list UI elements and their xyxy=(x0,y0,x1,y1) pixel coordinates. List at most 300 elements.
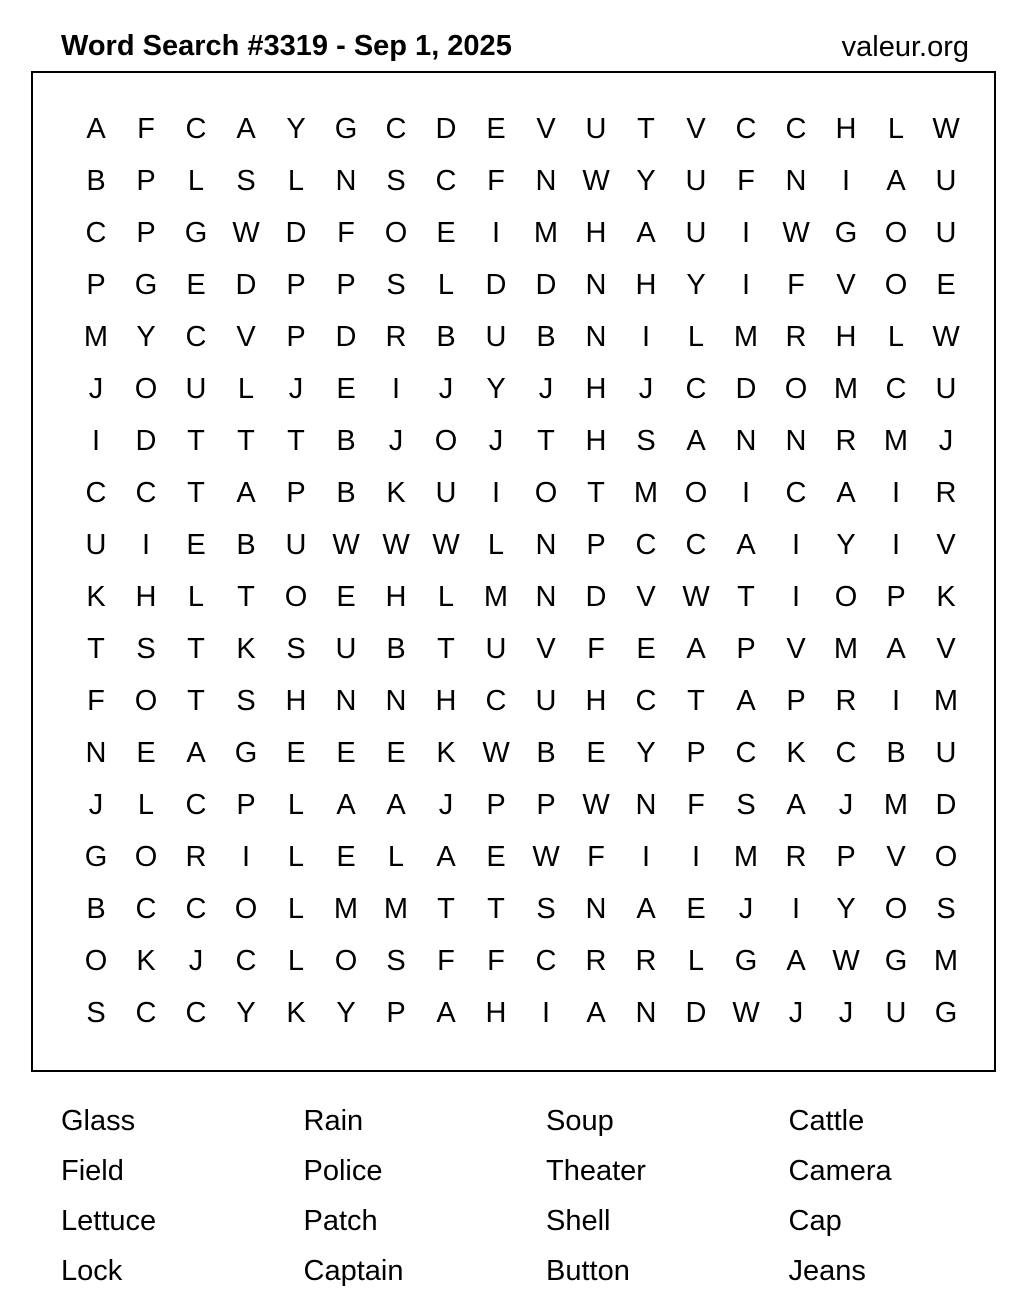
grid-letter[interactable]: V xyxy=(936,633,956,665)
grid-letter[interactable]: Y xyxy=(486,373,506,405)
grid-letter[interactable]: N xyxy=(535,581,557,613)
grid-letter[interactable]: J xyxy=(938,425,954,457)
grid-letter[interactable]: I xyxy=(791,581,801,613)
grid-letter[interactable]: W xyxy=(832,945,860,977)
grid-letter[interactable]: I xyxy=(891,529,901,561)
grid-letter[interactable]: S xyxy=(86,997,106,1029)
grid-letter[interactable]: Y xyxy=(286,113,306,145)
grid-letter[interactable]: M xyxy=(833,373,859,405)
grid-letter[interactable]: H xyxy=(585,373,607,405)
grid-letter[interactable]: T xyxy=(487,893,505,925)
grid-letter[interactable]: C xyxy=(635,529,657,561)
grid-letter[interactable]: M xyxy=(733,321,759,353)
grid-letter[interactable]: W xyxy=(432,529,460,561)
grid-letter[interactable]: L xyxy=(887,321,905,353)
grid-letter[interactable]: R xyxy=(785,841,807,873)
grid-letter[interactable]: N xyxy=(585,269,607,301)
grid-letter[interactable]: L xyxy=(287,893,305,925)
grid-letter[interactable]: N xyxy=(785,425,807,457)
grid-letter[interactable]: F xyxy=(437,945,455,977)
grid-letter[interactable]: G xyxy=(834,217,858,249)
grid-letter[interactable]: M xyxy=(633,477,659,509)
grid-letter[interactable]: C xyxy=(85,477,107,509)
grid-letter[interactable]: B xyxy=(436,321,456,353)
grid-letter[interactable]: C xyxy=(185,113,207,145)
grid-letter[interactable]: J xyxy=(438,789,454,821)
grid-letter[interactable]: U xyxy=(585,113,607,145)
grid-letter[interactable]: P xyxy=(386,997,406,1029)
grid-letter[interactable]: E xyxy=(636,633,656,665)
grid-letter[interactable]: O xyxy=(434,425,458,457)
grid-letter[interactable]: U xyxy=(535,685,557,717)
grid-letter[interactable]: S xyxy=(236,685,256,717)
grid-letter[interactable]: C xyxy=(135,893,157,925)
grid-letter[interactable]: W xyxy=(332,529,360,561)
grid-letter[interactable]: P xyxy=(286,269,306,301)
grid-letter[interactable]: L xyxy=(387,841,405,873)
grid-letter[interactable]: O xyxy=(684,477,708,509)
grid-letter[interactable]: D xyxy=(135,425,157,457)
grid-letter[interactable]: V xyxy=(836,269,856,301)
grid-letter[interactable]: C xyxy=(735,113,757,145)
grid-letter[interactable]: C xyxy=(235,945,257,977)
grid-letter[interactable]: A xyxy=(86,113,106,145)
grid-letter[interactable]: T xyxy=(187,477,205,509)
grid-letter[interactable]: H xyxy=(835,113,857,145)
grid-letter[interactable]: F xyxy=(687,789,705,821)
grid-letter[interactable]: K xyxy=(786,737,806,769)
grid-letter[interactable]: T xyxy=(237,581,255,613)
grid-letter[interactable]: T xyxy=(237,425,255,457)
grid-letter[interactable]: J xyxy=(88,789,104,821)
grid-letter[interactable]: T xyxy=(187,685,205,717)
grid-letter[interactable]: B xyxy=(386,633,406,665)
grid-letter[interactable]: C xyxy=(385,113,407,145)
grid-letter[interactable]: C xyxy=(735,737,757,769)
grid-letter[interactable]: I xyxy=(741,477,751,509)
grid-letter[interactable]: K xyxy=(236,633,256,665)
grid-letter[interactable]: G xyxy=(234,737,258,769)
grid-letter[interactable]: R xyxy=(385,321,407,353)
grid-letter[interactable]: V xyxy=(236,321,256,353)
grid-letter[interactable]: K xyxy=(436,737,456,769)
grid-letter[interactable]: P xyxy=(886,581,906,613)
grid-letter[interactable]: I xyxy=(791,529,801,561)
grid-letter[interactable]: Y xyxy=(836,893,856,925)
grid-letter[interactable]: Y xyxy=(686,269,706,301)
grid-letter[interactable]: L xyxy=(487,529,505,561)
grid-letter[interactable]: V xyxy=(786,633,806,665)
grid-letter[interactable]: A xyxy=(236,477,256,509)
grid-letter[interactable]: E xyxy=(486,841,506,873)
grid-letter[interactable]: F xyxy=(587,841,605,873)
grid-letter[interactable]: W xyxy=(482,737,510,769)
grid-letter[interactable]: P xyxy=(786,685,806,717)
grid-letter[interactable]: F xyxy=(737,165,755,197)
grid-letter[interactable]: M xyxy=(733,841,759,873)
grid-letter[interactable]: T xyxy=(287,425,305,457)
grid-letter[interactable]: N xyxy=(335,685,357,717)
grid-letter[interactable]: U xyxy=(485,321,507,353)
grid-letter[interactable]: C xyxy=(685,373,707,405)
grid-letter[interactable]: N xyxy=(385,685,407,717)
grid-letter[interactable]: T xyxy=(437,633,455,665)
grid-letter[interactable]: O xyxy=(134,373,158,405)
grid-letter[interactable]: G xyxy=(134,269,158,301)
grid-letter[interactable]: U xyxy=(485,633,507,665)
grid-letter[interactable]: I xyxy=(241,841,251,873)
grid-letter[interactable]: J xyxy=(538,373,554,405)
grid-letter[interactable]: J xyxy=(738,893,754,925)
grid-letter[interactable]: L xyxy=(437,269,455,301)
grid-letter[interactable]: H xyxy=(635,269,657,301)
grid-letter[interactable]: U xyxy=(435,477,457,509)
grid-letter[interactable]: S xyxy=(236,165,256,197)
grid-letter[interactable]: C xyxy=(185,321,207,353)
grid-letter[interactable]: L xyxy=(187,165,205,197)
grid-letter[interactable]: E xyxy=(686,893,706,925)
grid-letter[interactable]: P xyxy=(836,841,856,873)
grid-letter[interactable]: W xyxy=(682,581,710,613)
grid-letter[interactable]: M xyxy=(383,893,409,925)
grid-letter[interactable]: A xyxy=(636,217,656,249)
grid-letter[interactable]: U xyxy=(935,165,957,197)
grid-letter[interactable]: V xyxy=(936,529,956,561)
grid-letter[interactable]: I xyxy=(391,373,401,405)
grid-letter[interactable]: R xyxy=(635,945,657,977)
grid-letter[interactable]: W xyxy=(382,529,410,561)
grid-letter[interactable]: F xyxy=(487,165,505,197)
grid-letter[interactable]: P xyxy=(336,269,356,301)
grid-letter[interactable]: A xyxy=(636,893,656,925)
grid-letter[interactable]: H xyxy=(135,581,157,613)
grid-letter[interactable]: A xyxy=(686,425,706,457)
grid-letter[interactable]: E xyxy=(336,373,356,405)
grid-letter[interactable]: F xyxy=(87,685,105,717)
grid-letter[interactable]: E xyxy=(586,737,606,769)
grid-letter[interactable]: E xyxy=(186,529,206,561)
grid-letter[interactable]: J xyxy=(288,373,304,405)
grid-letter[interactable]: W xyxy=(232,217,260,249)
grid-letter[interactable]: Y xyxy=(636,165,656,197)
grid-letter[interactable]: O xyxy=(884,269,908,301)
grid-letter[interactable]: V xyxy=(536,113,556,145)
grid-letter[interactable]: O xyxy=(834,581,858,613)
grid-letter[interactable]: L xyxy=(687,945,705,977)
grid-letter[interactable]: E xyxy=(186,269,206,301)
grid-letter[interactable]: I xyxy=(741,269,751,301)
grid-letter[interactable]: A xyxy=(386,789,406,821)
grid-letter[interactable]: O xyxy=(934,841,958,873)
grid-letter[interactable]: D xyxy=(485,269,507,301)
grid-letter[interactable]: A xyxy=(786,789,806,821)
grid-letter[interactable]: O xyxy=(134,841,158,873)
grid-letter[interactable]: R xyxy=(585,945,607,977)
grid-letter[interactable]: H xyxy=(385,581,407,613)
grid-letter[interactable]: I xyxy=(641,321,651,353)
grid-letter[interactable]: U xyxy=(685,217,707,249)
grid-letter[interactable]: A xyxy=(586,997,606,1029)
grid-letter[interactable]: P xyxy=(136,217,156,249)
grid-letter[interactable]: L xyxy=(287,789,305,821)
grid-letter[interactable]: B xyxy=(336,477,356,509)
grid-letter[interactable]: C xyxy=(185,893,207,925)
grid-letter[interactable]: H xyxy=(485,997,507,1029)
grid-letter[interactable]: L xyxy=(687,321,705,353)
grid-letter[interactable]: C xyxy=(785,113,807,145)
grid-letter[interactable]: A xyxy=(236,113,256,145)
grid-letter[interactable]: E xyxy=(286,737,306,769)
grid-letter[interactable]: M xyxy=(933,685,959,717)
grid-letter[interactable]: E xyxy=(486,113,506,145)
grid-letter[interactable]: S xyxy=(736,789,756,821)
grid-letter[interactable]: R xyxy=(835,685,857,717)
grid-letter[interactable]: N xyxy=(635,789,657,821)
grid-letter[interactable]: E xyxy=(936,269,956,301)
grid-letter[interactable]: T xyxy=(587,477,605,509)
grid-letter[interactable]: D xyxy=(335,321,357,353)
grid-letter[interactable]: C xyxy=(535,945,557,977)
grid-letter[interactable]: J xyxy=(638,373,654,405)
grid-letter[interactable]: P xyxy=(86,269,106,301)
grid-letter[interactable]: G xyxy=(734,945,758,977)
grid-letter[interactable]: G xyxy=(84,841,108,873)
grid-letter[interactable]: L xyxy=(287,945,305,977)
grid-letter[interactable]: F xyxy=(137,113,155,145)
grid-letter[interactable]: E xyxy=(386,737,406,769)
grid-letter[interactable]: S xyxy=(386,165,406,197)
grid-letter[interactable]: A xyxy=(436,997,456,1029)
grid-letter[interactable]: D xyxy=(685,997,707,1029)
grid-letter[interactable]: V xyxy=(686,113,706,145)
grid-letter[interactable]: H xyxy=(835,321,857,353)
grid-letter[interactable]: D xyxy=(935,789,957,821)
grid-letter[interactable]: U xyxy=(685,165,707,197)
grid-letter[interactable]: G xyxy=(934,997,958,1029)
grid-letter[interactable]: B xyxy=(86,165,106,197)
grid-letter[interactable]: M xyxy=(83,321,109,353)
grid-letter[interactable]: J xyxy=(438,373,454,405)
grid-letter[interactable]: M xyxy=(933,945,959,977)
grid-letter[interactable]: T xyxy=(437,893,455,925)
grid-letter[interactable]: O xyxy=(384,217,408,249)
grid-letter[interactable]: J xyxy=(88,373,104,405)
grid-letter[interactable]: I xyxy=(141,529,151,561)
grid-letter[interactable]: M xyxy=(533,217,559,249)
grid-letter[interactable]: N xyxy=(335,165,357,197)
grid-letter[interactable]: U xyxy=(185,373,207,405)
grid-letter[interactable]: W xyxy=(532,841,560,873)
grid-letter[interactable]: L xyxy=(287,841,305,873)
grid-letter[interactable]: B xyxy=(886,737,906,769)
grid-letter[interactable]: C xyxy=(135,997,157,1029)
grid-letter[interactable]: H xyxy=(435,685,457,717)
grid-letter[interactable]: Y xyxy=(136,321,156,353)
grid-letter[interactable]: F xyxy=(337,217,355,249)
grid-letter[interactable]: J xyxy=(838,789,854,821)
grid-letter[interactable]: C xyxy=(135,477,157,509)
grid-letter[interactable]: E xyxy=(336,841,356,873)
grid-letter[interactable]: S xyxy=(936,893,956,925)
grid-letter[interactable]: C xyxy=(635,685,657,717)
grid-letter[interactable]: J xyxy=(488,425,504,457)
grid-letter[interactable]: M xyxy=(883,425,909,457)
grid-letter[interactable]: W xyxy=(782,217,810,249)
grid-letter[interactable]: K xyxy=(386,477,406,509)
grid-letter[interactable]: W xyxy=(932,321,960,353)
grid-letter[interactable]: D xyxy=(285,217,307,249)
grid-letter[interactable]: O xyxy=(134,685,158,717)
grid-letter[interactable]: N xyxy=(585,893,607,925)
grid-letter[interactable]: E xyxy=(336,581,356,613)
grid-letter[interactable]: S xyxy=(136,633,156,665)
grid-letter[interactable]: D xyxy=(735,373,757,405)
grid-letter[interactable]: T xyxy=(537,425,555,457)
grid-letter[interactable]: T xyxy=(687,685,705,717)
grid-letter[interactable]: N xyxy=(535,529,557,561)
grid-letter[interactable]: K xyxy=(286,997,306,1029)
grid-letter[interactable]: D xyxy=(535,269,557,301)
grid-letter[interactable]: V xyxy=(536,633,556,665)
grid-letter[interactable]: P xyxy=(236,789,256,821)
grid-letter[interactable]: Y xyxy=(236,997,256,1029)
grid-letter[interactable]: T xyxy=(187,425,205,457)
grid-letter[interactable]: C xyxy=(885,373,907,405)
grid-letter[interactable]: P xyxy=(286,321,306,353)
grid-letter[interactable]: J xyxy=(838,997,854,1029)
grid-letter[interactable]: D xyxy=(585,581,607,613)
grid-letter[interactable]: Y xyxy=(836,529,856,561)
grid-letter[interactable]: U xyxy=(885,997,907,1029)
grid-letter[interactable]: I xyxy=(91,425,101,457)
grid-letter[interactable]: M xyxy=(833,633,859,665)
grid-letter[interactable]: M xyxy=(333,893,359,925)
grid-letter[interactable]: K xyxy=(136,945,156,977)
grid-letter[interactable]: O xyxy=(784,373,808,405)
grid-letter[interactable]: O xyxy=(284,581,308,613)
grid-letter[interactable]: I xyxy=(891,477,901,509)
grid-letter[interactable]: I xyxy=(741,217,751,249)
grid-letter[interactable]: H xyxy=(585,217,607,249)
grid-letter[interactable]: I xyxy=(691,841,701,873)
grid-letter[interactable]: T xyxy=(187,633,205,665)
grid-letter[interactable]: J xyxy=(388,425,404,457)
grid-letter[interactable]: D xyxy=(235,269,257,301)
grid-letter[interactable]: F xyxy=(787,269,805,301)
grid-letter[interactable]: O xyxy=(884,893,908,925)
grid-letter[interactable]: S xyxy=(636,425,656,457)
grid-letter[interactable]: A xyxy=(736,529,756,561)
grid-letter[interactable]: F xyxy=(487,945,505,977)
grid-letter[interactable]: A xyxy=(836,477,856,509)
grid-letter[interactable]: N xyxy=(635,997,657,1029)
grid-letter[interactable]: U xyxy=(85,529,107,561)
grid-letter[interactable]: Y xyxy=(636,737,656,769)
grid-letter[interactable]: W xyxy=(582,165,610,197)
grid-letter[interactable]: U xyxy=(935,737,957,769)
grid-letter[interactable]: A xyxy=(736,685,756,717)
grid-letter[interactable]: R xyxy=(785,321,807,353)
grid-letter[interactable]: I xyxy=(791,893,801,925)
grid-letter[interactable]: P xyxy=(586,529,606,561)
grid-letter[interactable]: A xyxy=(686,633,706,665)
grid-letter[interactable]: I xyxy=(491,477,501,509)
grid-letter[interactable]: G xyxy=(184,217,208,249)
grid-letter[interactable]: C xyxy=(685,529,707,561)
grid-letter[interactable]: U xyxy=(335,633,357,665)
grid-letter[interactable]: N xyxy=(535,165,557,197)
grid-letter[interactable]: B xyxy=(536,321,556,353)
grid-letter[interactable]: P xyxy=(286,477,306,509)
grid-letter[interactable]: G xyxy=(884,945,908,977)
grid-letter[interactable]: E xyxy=(136,737,156,769)
grid-letter[interactable]: B xyxy=(336,425,356,457)
grid-letter[interactable]: B xyxy=(536,737,556,769)
grid-letter[interactable]: N xyxy=(585,321,607,353)
grid-letter[interactable]: P xyxy=(136,165,156,197)
grid-letter[interactable]: T xyxy=(87,633,105,665)
grid-letter[interactable]: O xyxy=(534,477,558,509)
grid-letter[interactable]: L xyxy=(887,113,905,145)
grid-letter[interactable]: H xyxy=(585,685,607,717)
grid-letter[interactable]: C xyxy=(85,217,107,249)
grid-letter[interactable]: V xyxy=(636,581,656,613)
grid-letter[interactable]: N xyxy=(85,737,107,769)
grid-letter[interactable]: A xyxy=(336,789,356,821)
grid-letter[interactable]: F xyxy=(587,633,605,665)
grid-letter[interactable]: A xyxy=(786,945,806,977)
grid-letter[interactable]: H xyxy=(285,685,307,717)
grid-letter[interactable]: W xyxy=(932,113,960,145)
grid-letter[interactable]: T xyxy=(637,113,655,145)
grid-letter[interactable]: L xyxy=(437,581,455,613)
grid-letter[interactable]: A xyxy=(886,165,906,197)
grid-letter[interactable]: K xyxy=(936,581,956,613)
grid-letter[interactable]: I xyxy=(491,217,501,249)
grid-letter[interactable]: N xyxy=(785,165,807,197)
grid-letter[interactable]: A xyxy=(186,737,206,769)
grid-letter[interactable]: A xyxy=(436,841,456,873)
grid-letter[interactable]: S xyxy=(536,893,556,925)
grid-letter[interactable]: C xyxy=(835,737,857,769)
grid-letter[interactable]: J xyxy=(788,997,804,1029)
grid-letter[interactable]: U xyxy=(935,373,957,405)
grid-letter[interactable]: C xyxy=(785,477,807,509)
grid-letter[interactable]: M xyxy=(483,581,509,613)
grid-letter[interactable]: A xyxy=(886,633,906,665)
grid-letter[interactable]: O xyxy=(234,893,258,925)
grid-letter[interactable]: D xyxy=(435,113,457,145)
grid-letter[interactable]: S xyxy=(286,633,306,665)
grid-letter[interactable]: Y xyxy=(336,997,356,1029)
grid-letter[interactable]: N xyxy=(735,425,757,457)
grid-letter[interactable]: P xyxy=(536,789,556,821)
grid-letter[interactable]: G xyxy=(334,113,358,145)
grid-letter[interactable]: S xyxy=(386,269,406,301)
grid-letter[interactable]: L xyxy=(287,165,305,197)
grid-letter[interactable]: J xyxy=(188,945,204,977)
grid-letter[interactable]: C xyxy=(435,165,457,197)
grid-letter[interactable]: I xyxy=(841,165,851,197)
grid-letter[interactable]: P xyxy=(486,789,506,821)
grid-letter[interactable]: C xyxy=(185,789,207,821)
grid-letter[interactable]: P xyxy=(686,737,706,769)
grid-letter[interactable]: O xyxy=(84,945,108,977)
grid-letter[interactable]: E xyxy=(336,737,356,769)
grid-letter[interactable]: C xyxy=(485,685,507,717)
grid-letter[interactable]: K xyxy=(86,581,106,613)
grid-letter[interactable]: R xyxy=(835,425,857,457)
